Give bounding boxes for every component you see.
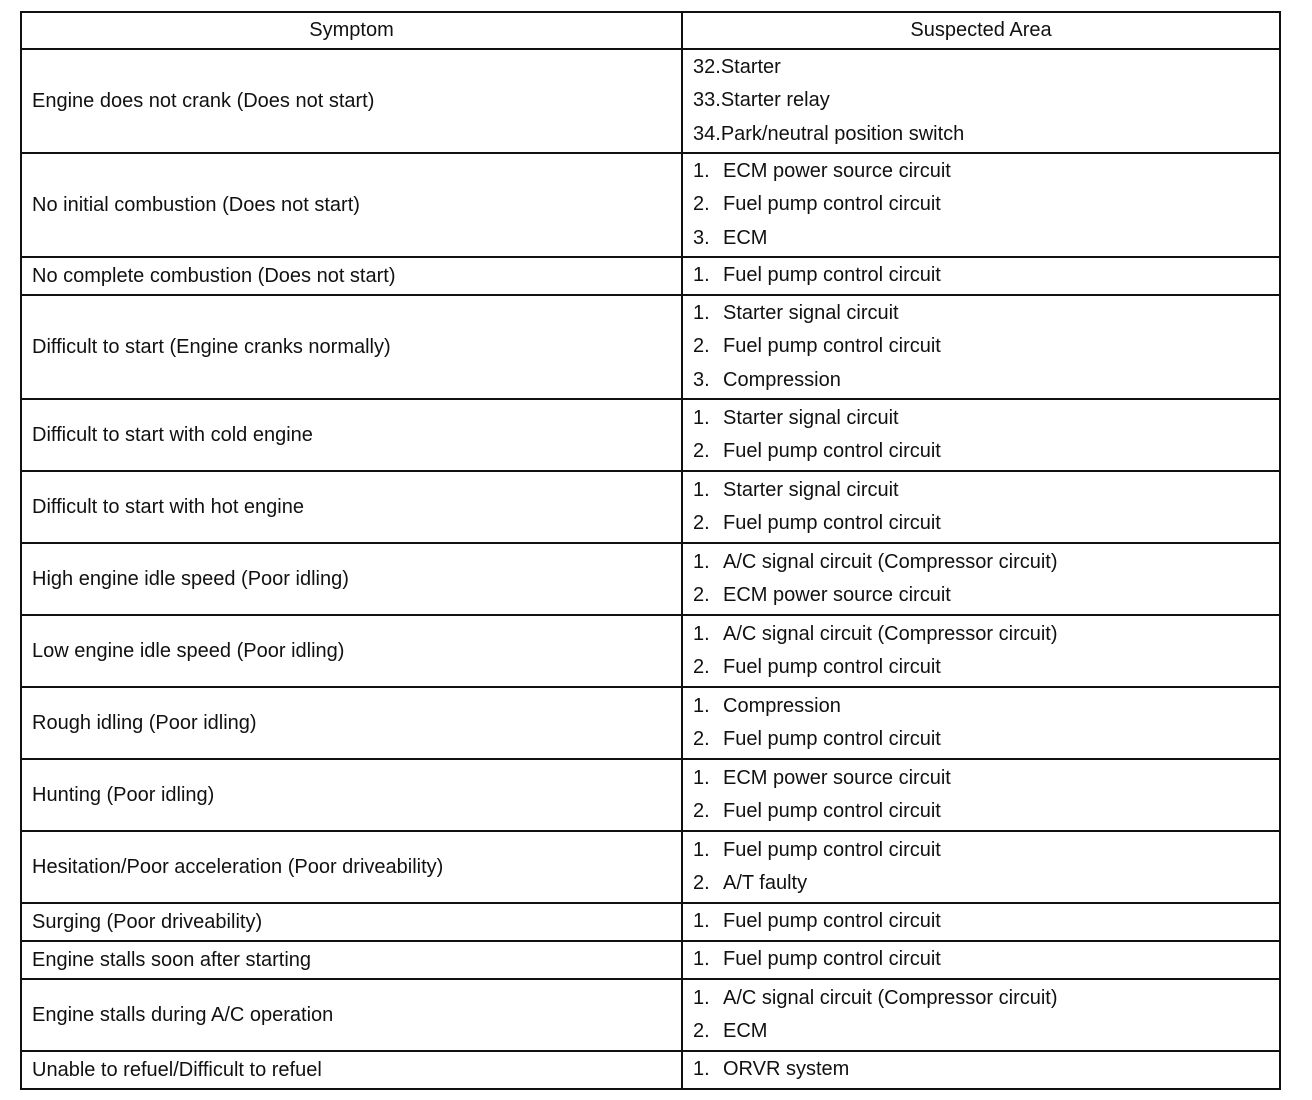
table-row (21, 941, 1280, 979)
suspected-area-cell (682, 399, 1280, 471)
item-number: 1. (693, 160, 710, 183)
item-text: Starter signal circuit (723, 302, 899, 325)
item-number: 1. (693, 550, 710, 573)
suspected-area-cell (682, 543, 1280, 615)
item-text: Fuel pump control circuit (723, 838, 941, 861)
suspected-area-cell (682, 1051, 1280, 1089)
suspected-area-cell (682, 903, 1280, 941)
suspected-area-cell (682, 831, 1280, 903)
item-number: 1. (693, 622, 710, 645)
item-number: 1. (693, 910, 710, 933)
header-row (21, 12, 1280, 49)
suspected-area-cell (682, 153, 1280, 257)
table-row (21, 979, 1280, 1051)
item-number: 1. (693, 838, 710, 861)
item-text: Compression (723, 694, 841, 717)
item-text: ECM power source circuit (723, 584, 951, 606)
suspected-area-item (693, 84, 1269, 117)
suspected-area-item (693, 259, 1269, 292)
suspected-area-item (693, 690, 1269, 723)
symptom-table (20, 11, 1281, 1090)
item-number: 2. (693, 584, 710, 606)
item-text: A/C signal circuit (Compressor circuit) (723, 622, 1058, 645)
suspected-area-item (693, 943, 1269, 976)
item-number: 2. (693, 440, 710, 462)
suspected-area-item (693, 867, 1269, 900)
table-row (21, 687, 1280, 759)
symptom-cell: Rough idling (Poor idling) (21, 687, 682, 759)
symptom-cell: Engine stalls during A/C operation (21, 979, 682, 1051)
suspected-area-cell (682, 759, 1280, 831)
item-text: Starter relay (720, 89, 830, 112)
suspected-area-item (693, 402, 1269, 435)
item-number: 2. (693, 512, 710, 534)
item-text: Compression (723, 368, 841, 391)
symptom-cell: Difficult to start with hot engine (21, 471, 682, 543)
item-number: 1. (693, 406, 710, 429)
item-number: 32. (693, 56, 721, 79)
suspected-area-item (693, 1053, 1269, 1086)
suspected-area-item (693, 618, 1269, 651)
suspected-area-item (693, 982, 1269, 1015)
item-number: 1. (693, 766, 710, 789)
symptom-cell: Hesitation/Poor acceleration (Poor driveability) (21, 831, 682, 903)
item-text: Fuel pump control circuit (723, 800, 941, 822)
item-text: Fuel pump control circuit (723, 728, 941, 750)
item-number: 1. (693, 302, 710, 325)
item-number: 33. (693, 89, 721, 112)
suspected-area-item (693, 155, 1269, 188)
item-number: 1. (693, 264, 710, 287)
suspected-area-item (693, 435, 1269, 468)
suspected-area-item (693, 188, 1269, 221)
item-text: Park/neutral position switch (720, 122, 965, 145)
table-row (21, 49, 1280, 153)
suspected-area-item (693, 762, 1269, 795)
item-number: 1. (693, 1058, 710, 1081)
table-row (21, 153, 1280, 257)
suspected-area-item (693, 579, 1269, 612)
item-number: 2. (693, 335, 710, 358)
suspected-area-cell (682, 49, 1280, 153)
suspected-area-item (693, 507, 1269, 540)
symptom-cell: Difficult to start with cold engine (21, 399, 682, 471)
item-text: ECM power source circuit (723, 766, 951, 789)
symptom-cell: Surging (Poor driveability) (21, 903, 682, 941)
item-number: 2. (693, 656, 710, 678)
table-row (21, 471, 1280, 543)
item-number: 2. (693, 872, 710, 894)
item-text: Starter signal circuit (723, 406, 899, 429)
item-text: ORVR system (723, 1058, 850, 1081)
symptom-cell: No complete combustion (Does not start) (21, 257, 682, 295)
item-text: Fuel pump control circuit (723, 910, 941, 933)
item-text: Fuel pump control circuit (723, 264, 941, 287)
table-row (21, 1051, 1280, 1089)
table-row (21, 399, 1280, 471)
item-text: A/C signal circuit (Compressor circuit) (723, 986, 1058, 1009)
item-text: Fuel pump control circuit (723, 948, 941, 971)
item-text: Starter signal circuit (723, 478, 899, 501)
suspected-area-item (693, 795, 1269, 828)
symptom-cell: Hunting (Poor idling) (21, 759, 682, 831)
table-row (21, 543, 1280, 615)
symptom-cell: Difficult to start (Engine cranks normally) (21, 295, 682, 399)
suspected-area-item (693, 118, 1269, 151)
suspected-area-item (693, 546, 1269, 579)
item-number: 2. (693, 728, 710, 750)
item-number: 3. (693, 368, 710, 391)
suspected-area-item (693, 905, 1269, 938)
item-text: ECM (723, 1020, 768, 1042)
table-row (21, 295, 1280, 399)
suspected-area-item (693, 651, 1269, 684)
suspected-area-item (693, 222, 1269, 255)
table-row (21, 903, 1280, 941)
item-text: Fuel pump control circuit (723, 656, 941, 678)
table-body (21, 49, 1280, 1089)
item-number: 3. (693, 226, 710, 249)
suspected-area-item (693, 474, 1269, 507)
header-suspected-area: Suspected Area (682, 12, 1280, 49)
table-row (21, 257, 1280, 295)
symptom-cell: No initial combustion (Does not start) (21, 153, 682, 257)
suspected-area-cell (682, 941, 1280, 979)
item-number: 1. (693, 986, 710, 1009)
item-number: 34. (693, 122, 721, 145)
suspected-area-cell (682, 471, 1280, 543)
suspected-area-cell (682, 979, 1280, 1051)
item-text: Fuel pump control circuit (723, 335, 941, 358)
item-text: Starter (720, 56, 781, 79)
suspected-area-item (693, 297, 1269, 330)
symptom-cell: Low engine idle speed (Poor idling) (21, 615, 682, 687)
suspected-area-item (693, 364, 1269, 397)
item-number: 2. (693, 1020, 710, 1042)
suspected-area-cell (682, 687, 1280, 759)
header-symptom: Symptom (21, 12, 682, 49)
item-text: Fuel pump control circuit (723, 193, 941, 216)
item-number: 2. (693, 193, 710, 216)
item-text: ECM power source circuit (723, 160, 951, 183)
symptom-cell: High engine idle speed (Poor idling) (21, 543, 682, 615)
item-text: Fuel pump control circuit (723, 512, 941, 534)
suspected-area-item (693, 1015, 1269, 1048)
symptom-cell: Engine stalls soon after starting (21, 941, 682, 979)
item-number: 1. (693, 948, 710, 971)
suspected-area-item (693, 51, 1269, 84)
item-text: ECM (723, 226, 768, 249)
suspected-area-item (693, 723, 1269, 756)
item-number: 1. (693, 694, 710, 717)
suspected-area-cell (682, 615, 1280, 687)
suspected-area-item (693, 330, 1269, 363)
item-text: A/C signal circuit (Compressor circuit) (723, 550, 1058, 573)
symptom-cell: Unable to refuel/Difficult to refuel (21, 1051, 682, 1089)
table-row (21, 759, 1280, 831)
item-number: 1. (693, 478, 710, 501)
suspected-area-cell (682, 295, 1280, 399)
item-text: A/T faulty (723, 872, 808, 894)
suspected-area-cell (682, 257, 1280, 295)
item-number: 2. (693, 800, 710, 822)
item-text: Fuel pump control circuit (723, 440, 941, 462)
suspected-area-item (693, 834, 1269, 867)
symptom-cell: Engine does not crank (Does not start) (21, 49, 682, 153)
table-row (21, 615, 1280, 687)
table-row (21, 831, 1280, 903)
